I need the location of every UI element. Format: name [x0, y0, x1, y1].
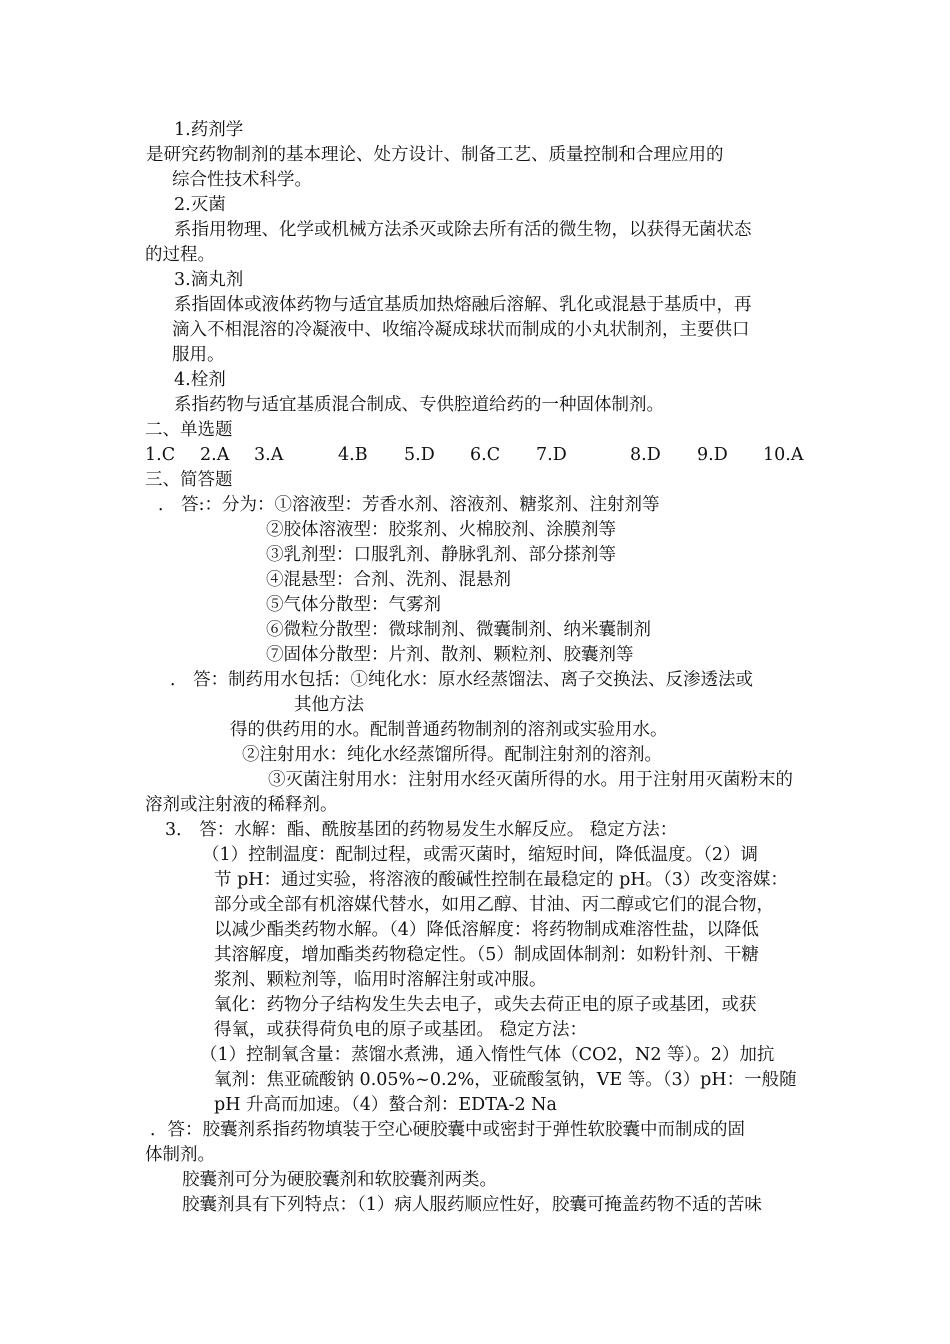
q2-line: ． 答：制药用水包括：①纯化水：原水经蒸馏法、离子交换法、反渗透法或: [170, 670, 754, 690]
q1-line: ③乳剂型：口服乳剂、静脉乳剂、部分搽剂等: [266, 545, 616, 565]
answer-item: 8.D: [630, 445, 661, 465]
q4-line: ．答：胶囊剂系指药物填装于空心硬胶囊中或密封于弹性软胶囊中而制成的固: [150, 1120, 745, 1140]
q3-line: 节 pH：通过实验，将溶液的酸碱性控制在最稳定的 pH。（3）改变溶媒：: [214, 870, 788, 890]
q4-line: 胶囊剂具有下列特点：（1）病人服药顺应性好，胶囊可掩盖药物不适的苦味: [182, 1195, 762, 1215]
section-heading: 三、简答题: [145, 470, 233, 490]
definition-1-title: 1.药剂学: [174, 120, 244, 140]
q2-line: 得的供药用的水。配制普通药物制剂的溶剂或实验用水。: [230, 720, 668, 740]
q3-line: 其溶解度，增加酯类药物稳定性。（5）制成固体制剂：如粉针剂、干糖: [214, 945, 759, 965]
q3-line: 3． 答：水解：酯、酰胺基团的药物易发生水解反应。 稳定方法：: [165, 820, 678, 840]
definition-4-text: 系指药物与适宜基质混合制成、专供腔道给药的一种固体制剂。: [174, 395, 664, 415]
q4-line: 胶囊剂可分为硬胶囊剂和软胶囊剂两类。: [182, 1170, 497, 1190]
definition-2-text: 系指用物理、化学或机械方法杀灭或除去所有活的微生物，以获得无菌状态: [174, 220, 752, 240]
q1-line: ⑥微粒分散型：微球制剂、微囊制剂、纳米囊制剂: [266, 620, 651, 640]
q3-line: pH 升高而加速。（4）螯合剂：EDTA-2 Na: [214, 1095, 557, 1115]
answer-item: 6.C: [470, 445, 501, 465]
q1-line: ⑤气体分散型：气雾剂: [266, 595, 441, 615]
answer-item: 10.A: [763, 445, 804, 465]
q3-line: 浆剂、颗粒剂等，临用时溶解注射或冲服。: [214, 970, 547, 990]
definition-3-text: 系指固体或液体药物与适宜基质加热熔融后溶解、乳化或混悬于基质中，再: [174, 295, 752, 315]
q1-line: ⑦固体分散型：片剂、散剂、颗粒剂、胶囊剂等: [266, 645, 634, 665]
definition-1-text: 综合性技术科学。: [172, 170, 312, 190]
definition-3-text: 滴入不相混溶的冷凝液中、收缩冷凝成球状而制成的小丸状制剂，主要供口: [172, 320, 750, 340]
q2-line: ③灭菌注射用水：注射用水经灭菌所得的水。用于注射用灭菌粉末的: [268, 770, 793, 790]
q1-line: ②胶体溶液型：胶浆剂、火棉胶剂、涂膜剂等: [266, 520, 616, 540]
answer-item: 1.C: [145, 445, 176, 465]
q3-line: （1）控制氧含量：蒸馏水煮沸，通入惰性气体（CO2，N2 等）。2）加抗: [200, 1045, 775, 1065]
q2-line: 溶剂或注射液的稀释剂。: [145, 795, 338, 815]
q3-line: 以减少酯类药物水解。（4）降低溶解度：将药物制成难溶性盐，以降低: [214, 920, 759, 940]
q2-line: 其他方法: [294, 695, 364, 715]
q3-line: 得氧，或获得荷负电的原子或基团。 稳定方法：: [214, 1020, 588, 1040]
q1-line: ④混悬型：合剂、洗剂、混悬剂: [266, 570, 511, 590]
definition-4-title: 4.栓剂: [174, 370, 226, 390]
q1-line: ． 答:：分为：①溶液型：芳香水剂、溶液剂、糖浆剂、注射剂等: [158, 495, 660, 515]
definition-2-title: 2.灭菌: [174, 195, 226, 215]
answer-item: 3.A: [254, 445, 284, 465]
answer-item: 9.D: [697, 445, 728, 465]
definition-3-text: 服用。: [172, 345, 225, 365]
answer-item: 4.B: [338, 445, 368, 465]
definition-3-title: 3.滴丸剂: [174, 270, 244, 290]
answer-item: 7.D: [536, 445, 567, 465]
q3-line: 氧化：药物分子结构发生失去电子，或失去荷正电的原子或基团，或获: [214, 995, 757, 1015]
answer-item: 5.D: [404, 445, 435, 465]
q4-line: 体制剂。: [145, 1145, 215, 1165]
definition-2-text: 的过程。: [145, 245, 215, 265]
q2-line: ②注射用水：纯化水经蒸馏所得。配制注射剂的溶剂。: [242, 745, 662, 765]
q3-line: 氧剂：焦亚硫酸钠 0.05%~0.2%，亚硫酸氢钠，VE 等。（3）pH：一般随: [214, 1070, 797, 1090]
section-heading: 二、单选题: [145, 420, 233, 440]
definition-1-text: 是研究药物制剂的基本理论、处方设计、制备工艺、质量控制和合理应用的: [146, 145, 724, 165]
q3-line: （1）控制温度：配制过程，或需灭菌时，缩短时间，降低温度。（2）调: [202, 845, 759, 865]
answer-item: 2.A: [200, 445, 230, 465]
q3-line: 部分或全部有机溶媒代替水，如用乙醇、甘油、丙二醇或它们的混合物，: [214, 895, 774, 915]
